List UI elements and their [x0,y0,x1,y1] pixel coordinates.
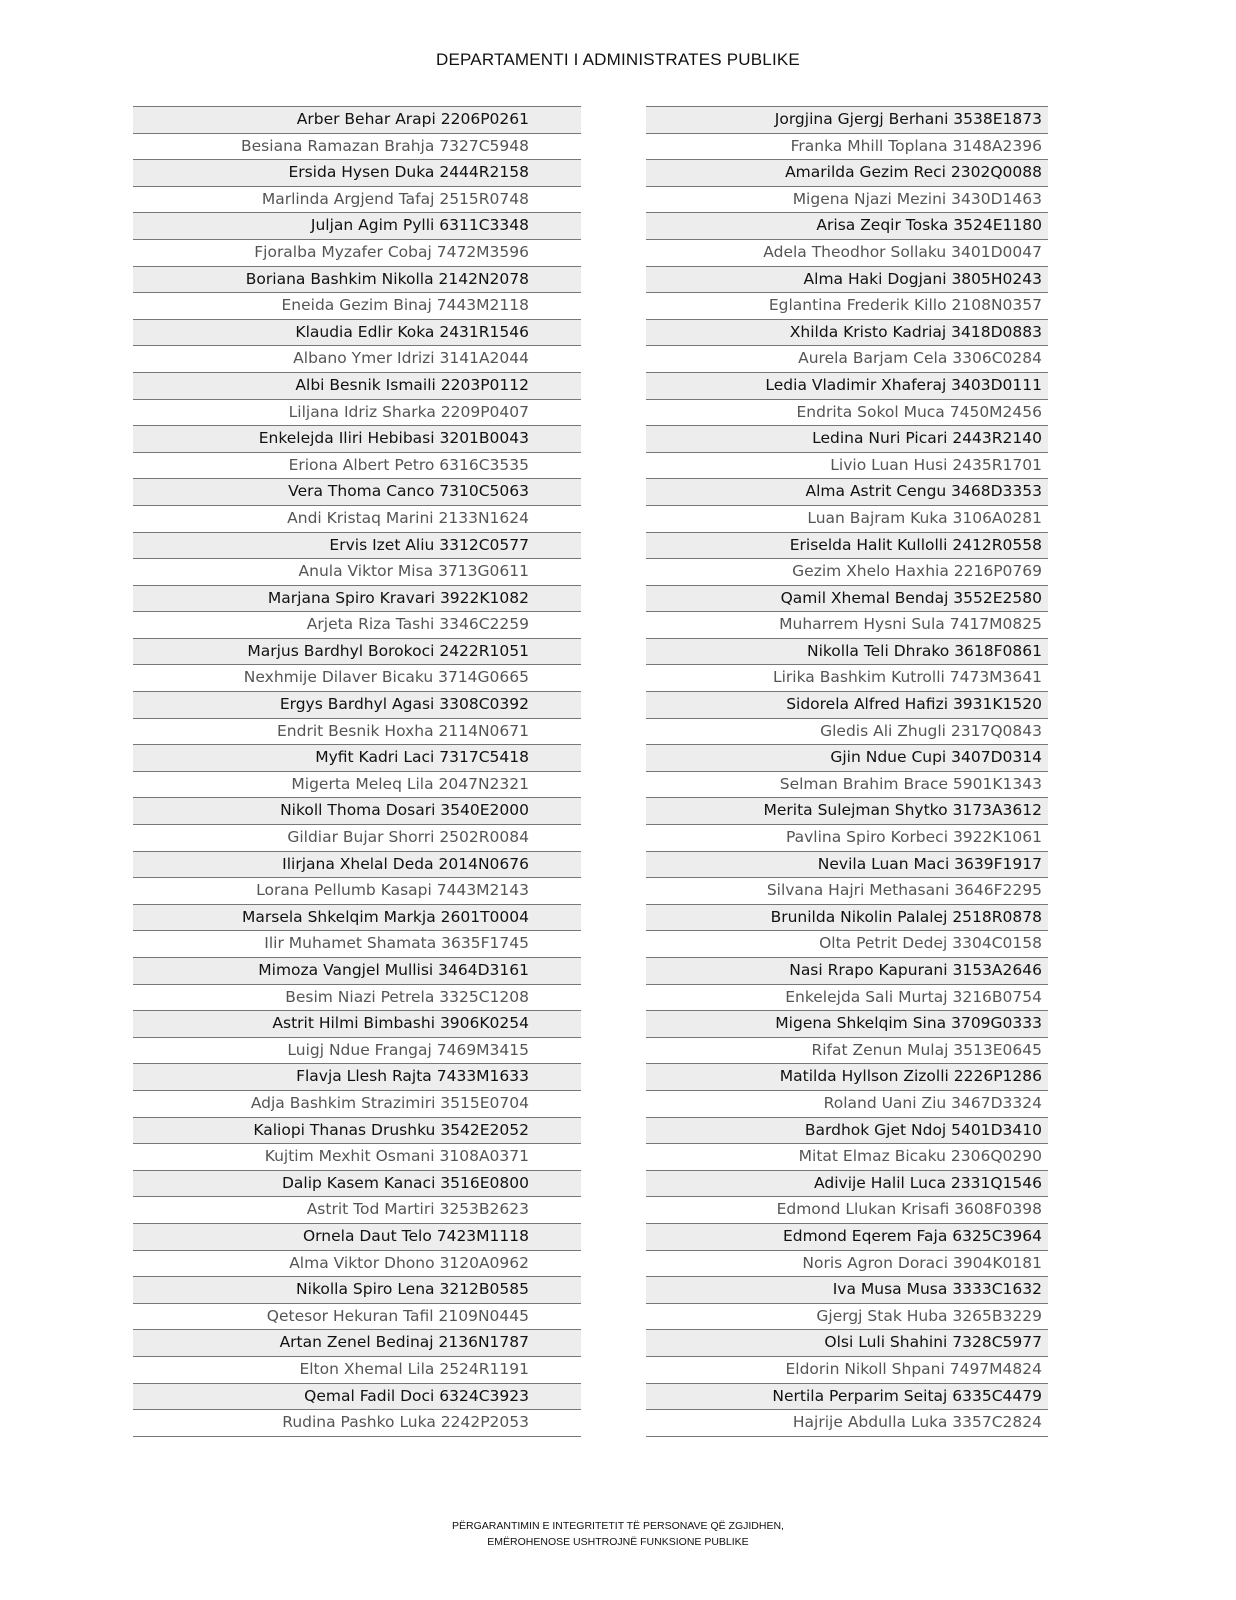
name-row: Nikoll Thoma Dosari 3540E2000 [133,797,581,824]
name-row: Luigj Ndue Frangaj 7469M3415 [133,1037,581,1064]
name-row: Sidorela Alfred Hafizi 3931K1520 [646,691,1048,718]
name-row: Besiana Ramazan Brahja 7327C5948 [133,133,581,160]
right-name-list [646,106,1048,1437]
name-row: Gezim Xhelo Haxhia 2216P0769 [646,558,1048,585]
name-row: Ledia Vladimir Xhaferaj 3403D0111 [646,372,1048,399]
footer-line-2: EMËROHENOSE USHTROJNË FUNKSIONE PUBLIKE [487,1536,749,1548]
name-row: Juljan Agim Pylli 6311C3348 [133,212,581,239]
name-row: Selman Brahim Brace 5901K1343 [646,771,1048,798]
name-row: Xhilda Kristo Kadriaj 3418D0883 [646,319,1048,346]
name-row: Gildiar Bujar Shorri 2502R0084 [133,824,581,851]
name-row: Edmond Eqerem Faja 6325C3964 [646,1223,1048,1250]
name-row: Ersida Hysen Duka 2444R2158 [133,159,581,186]
name-row: Lorana Pellumb Kasapi 7443M2143 [133,877,581,904]
name-row: Albano Ymer Idrizi 3141A2044 [133,345,581,372]
name-row: Iva Musa Musa 3333C1632 [646,1276,1048,1303]
name-row: Ervis Izet Aliu 3312C0577 [133,532,581,559]
name-row: Alma Haki Dogjani 3805H0243 [646,266,1048,293]
name-row: Marlinda Argjend Tafaj 2515R0748 [133,186,581,213]
name-row: Nikolla Teli Dhrako 3618F0861 [646,638,1048,665]
list-bottom-rule [646,1436,1048,1437]
name-row: Kaliopi Thanas Drushku 3542E2052 [133,1117,581,1144]
name-row: Arisa Zeqir Toska 3524E1180 [646,212,1048,239]
name-row: Olta Petrit Dedej 3304C0158 [646,930,1048,957]
name-row: Liljana Idriz Sharka 2209P0407 [133,399,581,426]
name-row: Jorgjina Gjergj Berhani 3538E1873 [646,106,1048,133]
name-row: Rifat Zenun Mulaj 3513E0645 [646,1037,1048,1064]
footer-line-1: PËRGARANTIMIN E INTEGRITETIT TË PERSONAVE QË ZGJIDHEN, [452,1520,784,1532]
name-row: Alma Astrit Cengu 3468D3353 [646,478,1048,505]
name-row: Arber Behar Arapi 2206P0261 [133,106,581,133]
name-row: Eriselda Halit Kullolli 2412R0558 [646,532,1048,559]
name-row: Kujtim Mexhit Osmani 3108A0371 [133,1143,581,1170]
name-row: Alma Viktor Dhono 3120A0962 [133,1250,581,1277]
name-row: Marsela Shkelqim Markja 2601T0004 [133,904,581,931]
name-row: Klaudia Edlir Koka 2431R1546 [133,319,581,346]
name-row: Ergys Bardhyl Agasi 3308C0392 [133,691,581,718]
name-row: Eneida Gezim Binaj 7443M2118 [133,292,581,319]
name-row: Fjoralba Myzafer Cobaj 7472M3596 [133,239,581,266]
name-row: Vera Thoma Canco 7310C5063 [133,478,581,505]
name-row: Pavlina Spiro Korbeci 3922K1061 [646,824,1048,851]
name-row: Eriona Albert Petro 6316C3535 [133,452,581,479]
name-row: Migerta Meleq Lila 2047N2321 [133,771,581,798]
name-row: Adivije Halil Luca 2331Q1546 [646,1170,1048,1197]
name-row: Merita Sulejman Shytko 3173A3612 [646,797,1048,824]
name-row: Gjergj Stak Huba 3265B3229 [646,1303,1048,1330]
name-row: Ilir Muhamet Shamata 3635F1745 [133,930,581,957]
name-row: Amarilda Gezim Reci 2302Q0088 [646,159,1048,186]
name-row: Mimoza Vangjel Mullisi 3464D3161 [133,957,581,984]
name-row: Lirika Bashkim Kutrolli 7473M3641 [646,664,1048,691]
name-row: Elton Xhemal Lila 2524R1191 [133,1356,581,1383]
name-row: Edmond Llukan Krisafi 3608F0398 [646,1196,1048,1223]
name-row: Dalip Kasem Kanaci 3516E0800 [133,1170,581,1197]
name-row: Besim Niazi Petrela 3325C1208 [133,984,581,1011]
name-row: Franka Mhill Toplana 3148A2396 [646,133,1048,160]
name-row: Eglantina Frederik Killo 2108N0357 [646,292,1048,319]
name-row: Marjana Spiro Kravari 3922K1082 [133,585,581,612]
name-row: Enkelejda Sali Murtaj 3216B0754 [646,984,1048,1011]
name-row: Ledina Nuri Picari 2443R2140 [646,425,1048,452]
name-row: Adela Theodhor Sollaku 3401D0047 [646,239,1048,266]
name-row: Astrit Hilmi Bimbashi 3906K0254 [133,1010,581,1037]
name-row: Endrit Besnik Hoxha 2114N0671 [133,718,581,745]
name-row: Nevila Luan Maci 3639F1917 [646,851,1048,878]
name-row: Noris Agron Doraci 3904K0181 [646,1250,1048,1277]
name-row: Migena Shkelqim Sina 3709G0333 [646,1010,1048,1037]
name-row: Hajrije Abdulla Luka 3357C2824 [646,1409,1048,1436]
name-row: Gjin Ndue Cupi 3407D0314 [646,744,1048,771]
name-row: Albi Besnik Ismaili 2203P0112 [133,372,581,399]
name-row: Bardhok Gjet Ndoj 5401D3410 [646,1117,1048,1144]
name-row: Endrita Sokol Muca 7450M2456 [646,399,1048,426]
name-row: Muharrem Hysni Sula 7417M0825 [646,611,1048,638]
name-row: Marjus Bardhyl Borokoci 2422R1051 [133,638,581,665]
name-row: Matilda Hyllson Zizolli 2226P1286 [646,1063,1048,1090]
name-row: Andi Kristaq Marini 2133N1624 [133,505,581,532]
name-row: Gledis Ali Zhugli 2317Q0843 [646,718,1048,745]
name-row: Qamil Xhemal Bendaj 3552E2580 [646,585,1048,612]
name-row: Anula Viktor Misa 3713G0611 [133,558,581,585]
name-row: Arjeta Riza Tashi 3346C2259 [133,611,581,638]
name-row: Enkelejda Iliri Hebibasi 3201B0043 [133,425,581,452]
page-footer [0,1518,1236,1550]
name-row: Nasi Rrapo Kapurani 3153A2646 [646,957,1048,984]
name-row: Flavja Llesh Rajta 7433M1633 [133,1063,581,1090]
name-row: Qetesor Hekuran Tafil 2109N0445 [133,1303,581,1330]
name-row: Livio Luan Husi 2435R1701 [646,452,1048,479]
name-row: Astrit Tod Martiri 3253B2623 [133,1196,581,1223]
list-bottom-rule [133,1436,581,1437]
name-row: Adja Bashkim Strazimiri 3515E0704 [133,1090,581,1117]
name-row: Olsi Luli Shahini 7328C5977 [646,1329,1048,1356]
name-row: Silvana Hajri Methasani 3646F2295 [646,877,1048,904]
name-row: Boriana Bashkim Nikolla 2142N2078 [133,266,581,293]
name-row: Brunilda Nikolin Palalej 2518R0878 [646,904,1048,931]
name-row: Artan Zenel Bedinaj 2136N1787 [133,1329,581,1356]
page-title: DEPARTAMENTI I ADMINISTRATES PUBLIKE [436,50,800,69]
name-row: Rudina Pashko Luka 2242P2053 [133,1409,581,1436]
name-row: Qemal Fadil Doci 6324C3923 [133,1383,581,1410]
name-row: Eldorin Nikoll Shpani 7497M4824 [646,1356,1048,1383]
name-row: Mitat Elmaz Bicaku 2306Q0290 [646,1143,1048,1170]
name-row: Ilirjana Xhelal Deda 2014N0676 [133,851,581,878]
name-row: Nexhmije Dilaver Bicaku 3714G0665 [133,664,581,691]
name-row: Aurela Barjam Cela 3306C0284 [646,345,1048,372]
name-row: Myfit Kadri Laci 7317C5418 [133,744,581,771]
name-row: Migena Njazi Mezini 3430D1463 [646,186,1048,213]
left-name-list [133,106,581,1437]
name-row: Ornela Daut Telo 7423M1118 [133,1223,581,1250]
name-row: Roland Uani Ziu 3467D3324 [646,1090,1048,1117]
name-row: Nikolla Spiro Lena 3212B0585 [133,1276,581,1303]
name-row: Nertila Perparim Seitaj 6335C4479 [646,1383,1048,1410]
name-row: Luan Bajram Kuka 3106A0281 [646,505,1048,532]
